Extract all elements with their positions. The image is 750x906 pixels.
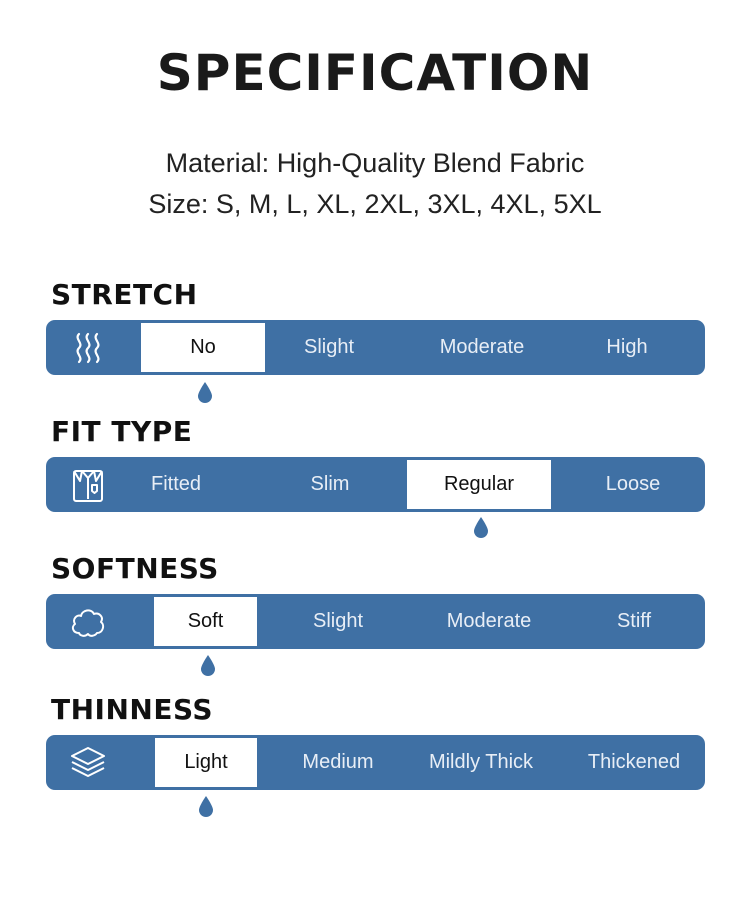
layers-icon — [68, 743, 108, 783]
thinness-indicator-drop-icon — [198, 796, 214, 818]
stretch-option-no[interactable]: No — [141, 323, 265, 372]
section-label-thinness: THINNESS — [51, 693, 214, 726]
thinness-option-light[interactable]: Light — [155, 738, 257, 787]
fit-option-loose[interactable]: Loose — [605, 473, 661, 495]
section-label-fit-type: FIT TYPE — [51, 415, 193, 448]
stretch-option-slight[interactable]: Slight — [303, 336, 355, 358]
stretch-option-moderate[interactable]: Moderate — [439, 336, 525, 358]
section-label-stretch: STRETCH — [51, 278, 198, 311]
size-line: Size: S, M, L, XL, 2XL, 3XL, 4XL, 5XL — [148, 189, 602, 219]
page-title: SPECIFICATION — [156, 44, 594, 102]
shirt-icon — [68, 465, 108, 505]
fit-type-indicator-drop-icon — [473, 517, 489, 539]
softness-option-stiff[interactable]: Stiff — [616, 610, 652, 632]
cloud-icon — [68, 602, 108, 642]
fit-option-slim[interactable]: Slim — [310, 473, 350, 495]
stretch-indicator-drop-icon — [197, 382, 213, 404]
fit-type-bar — [46, 457, 705, 512]
softness-indicator-drop-icon — [200, 655, 216, 677]
thinness-option-medium[interactable]: Medium — [302, 751, 374, 773]
thinness-bar — [46, 735, 705, 790]
thinness-option-thickened[interactable]: Thickened — [587, 751, 681, 773]
stretch-bar — [46, 320, 705, 375]
material-line: Material: High-Quality Blend Fabric — [165, 148, 585, 178]
fit-option-fitted[interactable]: Fitted — [150, 473, 202, 495]
stretch-waves-icon — [68, 328, 108, 368]
thinness-option-mildly-thick[interactable]: Mildly Thick — [428, 751, 534, 773]
softness-option-moderate[interactable]: Moderate — [446, 610, 532, 632]
stretch-option-high[interactable]: High — [606, 336, 648, 358]
fit-option-regular[interactable]: Regular — [407, 460, 551, 509]
softness-option-soft[interactable]: Soft — [154, 597, 257, 646]
section-label-softness: SOFTNESS — [51, 552, 219, 585]
softness-option-slight[interactable]: Slight — [312, 610, 364, 632]
softness-bar — [46, 594, 705, 649]
